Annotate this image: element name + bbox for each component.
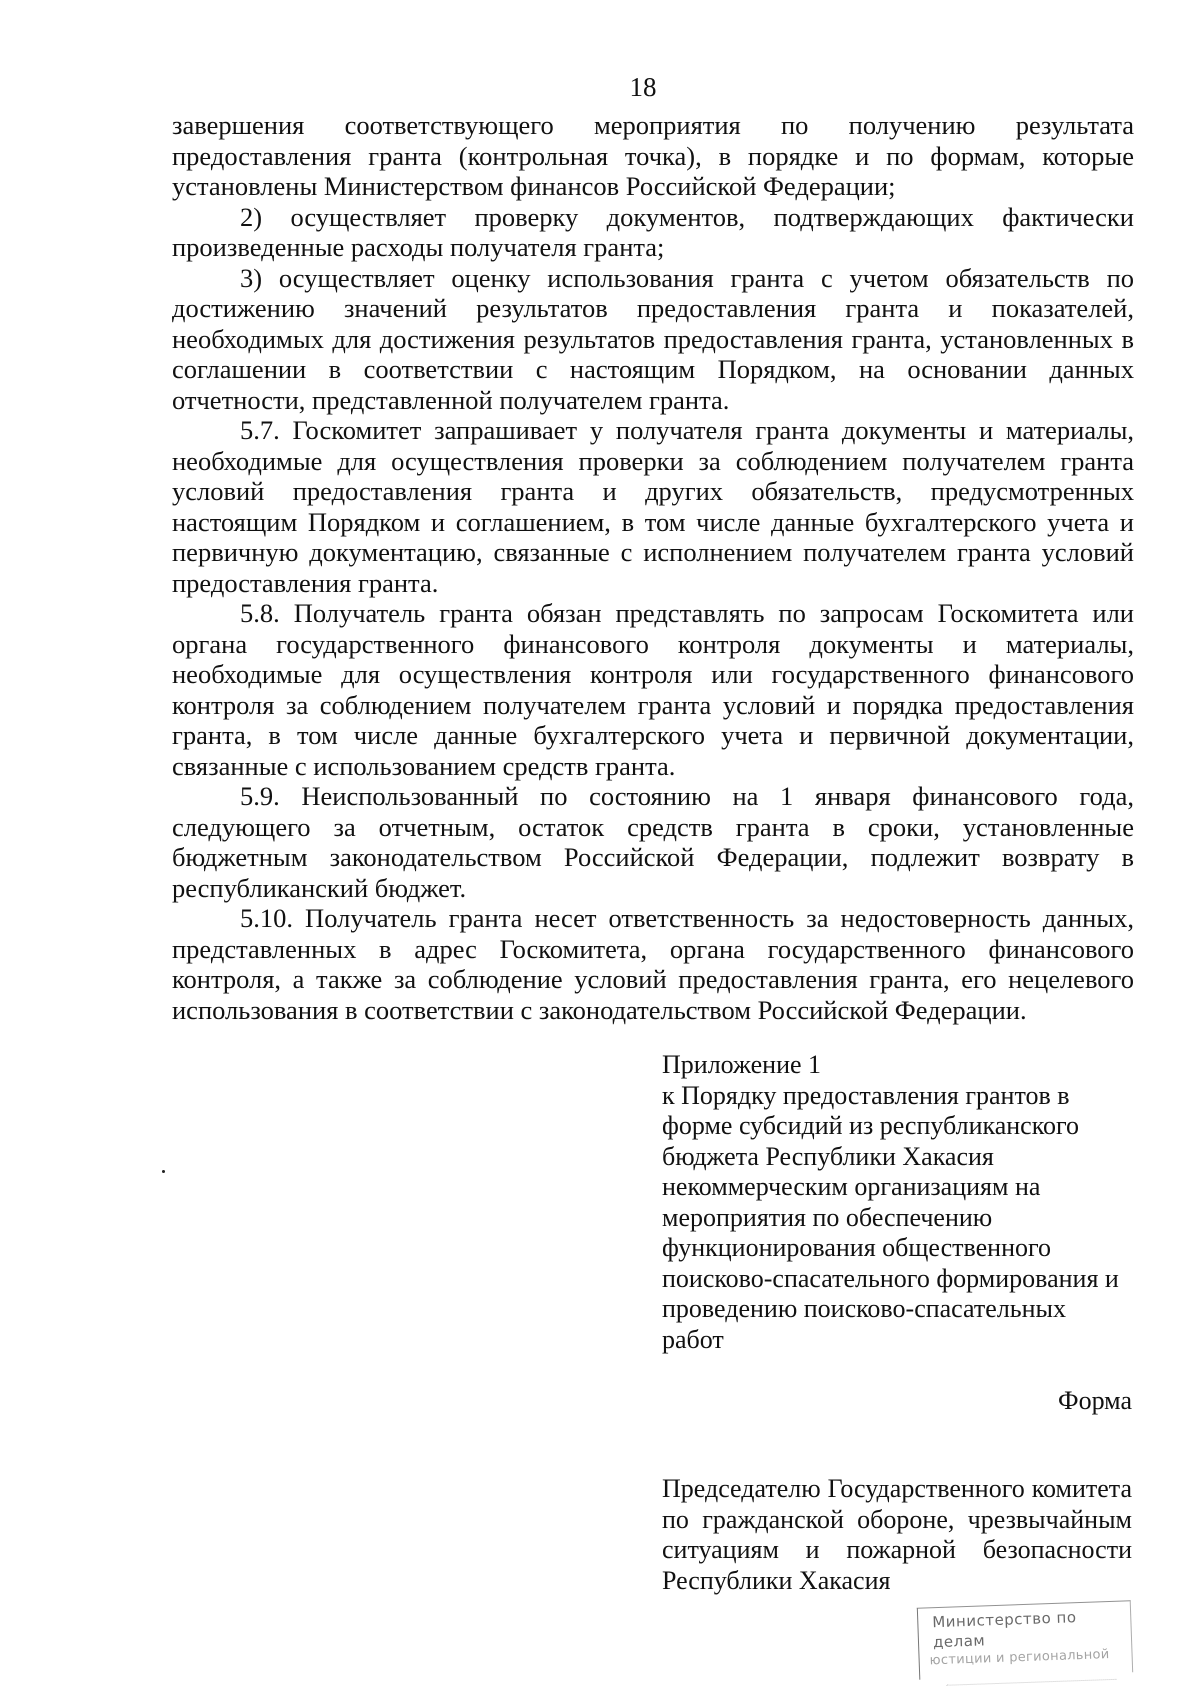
addressee: Председателю Государственного комитета по гражданской обороне, чрезвычайным ситуациям и пожарной безопасности Республики Хакасия [662, 1474, 1132, 1595]
paragraph-5-10: 5.10. Получатель гранта несет ответственность за недостоверность данных, представленных в адрес Госкомитета, органа государственного финансового контроля, а также за соблюдение условий предоставления гранта, его нецелевого использования в соответствии с законодательством Российской Федерации. [172, 903, 1134, 1025]
appendix-reference: к Порядку предоставления грантов в форме субсидий из республиканского бюджета Республики Хакасия некоммерческим организациям на мероприятия по обеспечению функционирования общественного поисково-спасательного формирования и проведению поисково-спасательных работ [662, 1080, 1119, 1354]
stamp-line-1: Министерство по делам [932, 1608, 1077, 1652]
paragraph-5-8: 5.8. Получатель гранта обязан представлять по запросам Госкомитета или органа государственного финансового контроля документы и материалы, необходимые для осуществления контроля или государственного финансового контроля за соблюдением получателем гранта условий и порядка предоставления гранта, в том числе данные бухгалтерского учета и первичной документации, связанные с использованием средств гранта. [172, 598, 1134, 781]
scan-dot [162, 1170, 165, 1173]
body-text [172, 110, 1134, 1025]
paragraph-item-3: 3) осуществляет оценку использования гранта с учетом обязательств по достижению значений результатов предоставления гранта и показателей, необходимых для достижения результатов предоставления гранта, установленных в соглашении в соответствии с настоящим Порядком, на основании данных отчетности, представленной получателем гранта. [172, 262, 1134, 415]
appendix-header [662, 1050, 1132, 1355]
page-number: 18 [629, 72, 657, 102]
form-label: Форма [1058, 1386, 1132, 1415]
ministry-stamp [917, 1600, 1133, 1679]
paragraph-item-2: 2) осуществляет проверку документов, подтверждающих фактически произведенные расходы получателя гранта; [172, 201, 1134, 262]
paragraph-5-7: 5.7. Госкомитет запрашивает у получателя гранта документы и материалы, необходимые для осуществления проверки за соблюдением получателем гранта условий предоставления гранта и других обязательств, предусмотренных настоящим Порядком и соглашением, в том числе данные бухгалтерского учета и первичную документацию, связанные с исполнением получателем гранта условий предоставления гранта. [172, 415, 1134, 598]
stamp-line-2: юстиции и региональной [929, 1647, 1110, 1669]
paragraph-5-9: 5.9. Неиспользованный по состоянию на 1 января финансового года, следующего за отчетным, остаток средств гранта в сроки, установленные бюджетным законодательством Российской Федерации, подлежит возврату в республиканский бюджет. [172, 781, 1134, 903]
appendix-title: Приложение 1 [662, 1050, 822, 1079]
paragraph-continuation: завершения соответствующего мероприятия по получению результата предоставления гранта (контрольная точка), в порядке и по формам, которые установлены Министерством финансов Российской Федерации; [172, 110, 1134, 201]
